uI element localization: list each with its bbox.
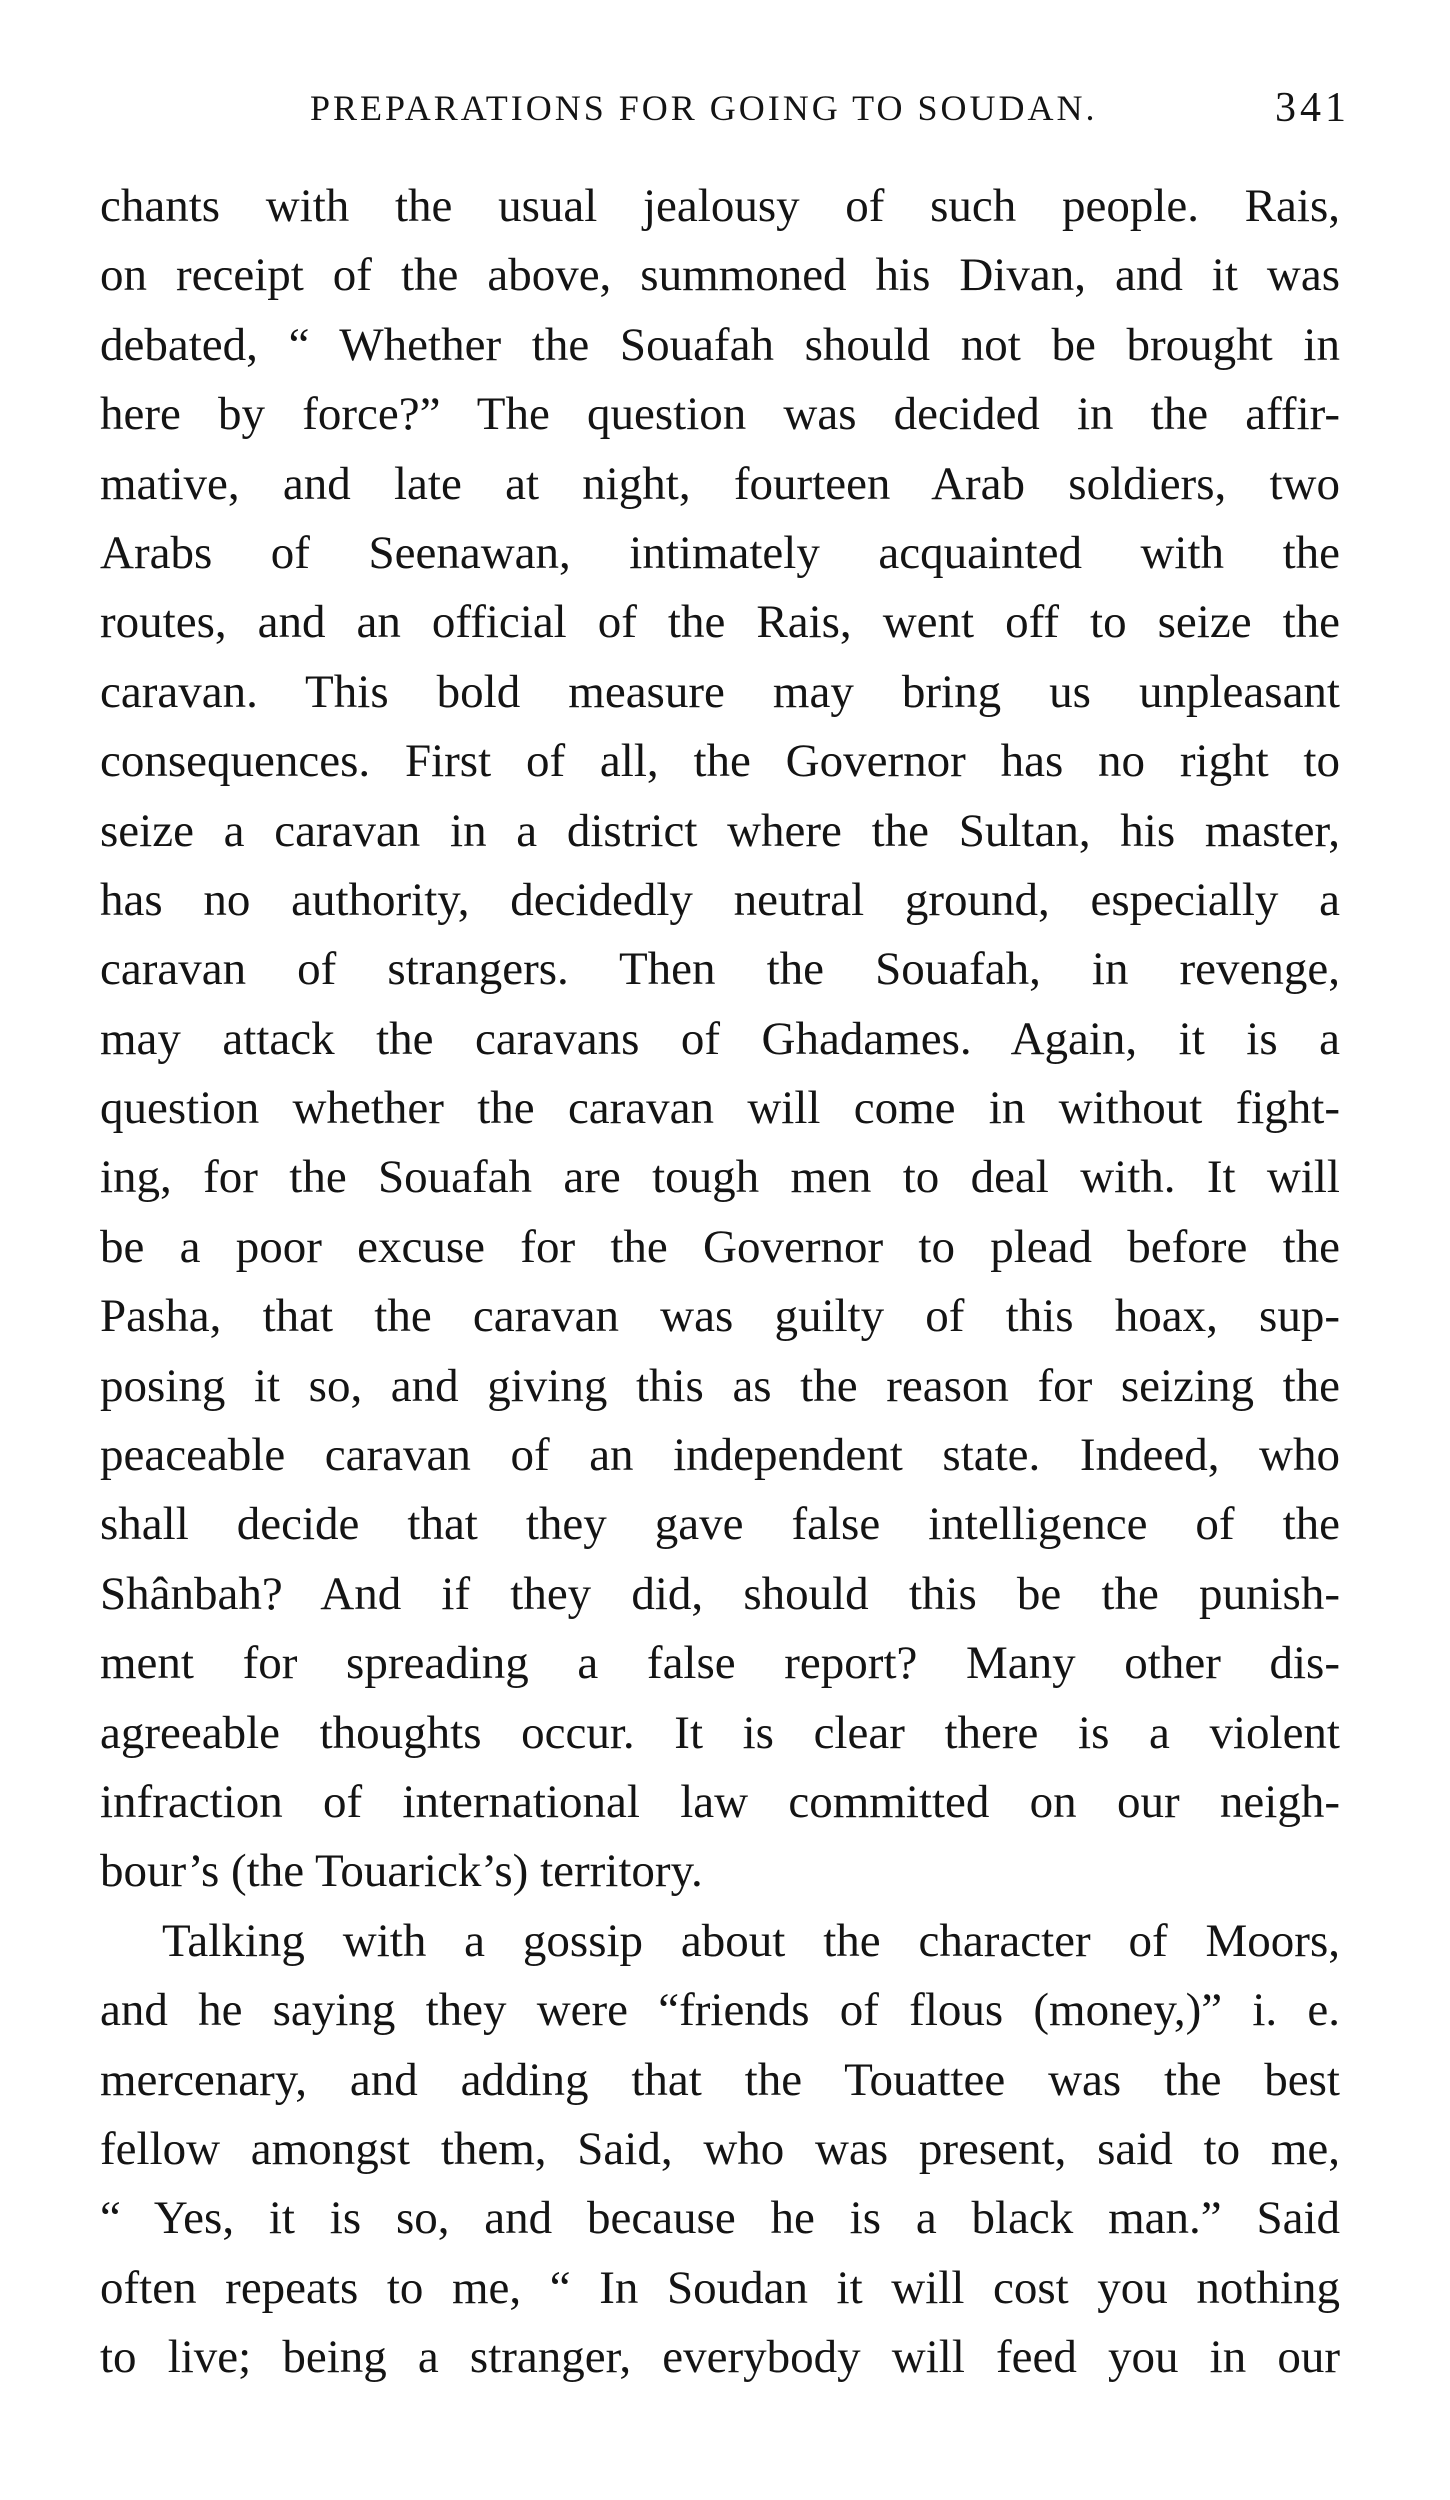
text-line: mercenary, and adding that the Touattee was the best (100, 2053, 1340, 2106)
text-line: debated, “ Whether the Souafah should not be brought in (100, 318, 1340, 371)
text-line: and he saying they were “friends of flous (money,)” i. e. (100, 1984, 1340, 2037)
text-line: here by force?” The question was decided in the affir- (100, 388, 1340, 441)
text-line: posing it so, and giving this as the reason for seizing the (100, 1359, 1340, 1412)
text-line: bour’s (the Touarick’s) territory. (100, 1845, 703, 1898)
text-line: caravan. This bold measure may bring us unpleasant (100, 665, 1340, 718)
text-line: consequences. First of all, the Governor has no right to (100, 735, 1340, 788)
text-line: infraction of international law committed on our neigh- (100, 1775, 1340, 1828)
text-line: be a poor excuse for the Governor to plead before the (100, 1220, 1340, 1273)
text-line: question whether the caravan will come in without fight- (100, 1082, 1340, 1135)
page-number: 341 (1275, 85, 1350, 131)
text-line: on receipt of the above, summoned his Divan, and it was (100, 249, 1340, 302)
text-line: shall decide that they gave false intelligence of the (100, 1498, 1340, 1551)
text-line: Talking with a gossip about the character of Moors, (162, 1914, 1340, 1967)
running-head (310, 78, 1350, 138)
running-title: PREPARATIONS FOR GOING TO SOUDAN. (310, 88, 1098, 128)
text-line: often repeats to me, “ In Soudan it will cost you nothing (100, 2261, 1340, 2314)
paragraph-1 (100, 172, 1340, 1907)
text-line: routes, and an official of the Rais, went off to seize the (100, 596, 1340, 649)
text-line: mative, and late at night, fourteen Arab soldiers, two (100, 457, 1340, 510)
text-line: to live; being a stranger, everybody will feed you in our (100, 2331, 1340, 2384)
text-line: Pasha, that the caravan was guilty of this hoax, sup- (100, 1290, 1340, 1343)
text-line: Arabs of Seenawan, intimately acquainted with the (100, 526, 1340, 579)
text-line: may attack the caravans of Ghadames. Again, it is a (100, 1012, 1340, 1065)
text-line: caravan of strangers. Then the Souafah, in revenge, (100, 943, 1340, 996)
text-line: peaceable caravan of an independent state. Indeed, who (100, 1429, 1340, 1482)
text-line: Shânbah? And if they did, should this be the punish- (100, 1567, 1340, 1620)
body-text (100, 172, 1340, 2393)
text-line: chants with the usual jealousy of such people. Rais, (100, 180, 1340, 232)
text-line: has no authority, decidedly neutral ground, especially a (100, 873, 1340, 926)
paragraph-2 (100, 1907, 1340, 2393)
text-line: seize a caravan in a district where the Sultan, his master, (100, 804, 1340, 857)
text-line: fellow amongst them, Said, who was present, said to me, (100, 2122, 1340, 2175)
text-line: ing, for the Souafah are tough men to deal with. It will (100, 1151, 1340, 1204)
text-line: agreeable thoughts occur. It is clear there is a violent (100, 1706, 1340, 1759)
text-line: “ Yes, it is so, and because he is a black man.” Said (100, 2192, 1340, 2245)
text-line: ment for spreading a false report? Many other dis- (100, 1637, 1340, 1690)
